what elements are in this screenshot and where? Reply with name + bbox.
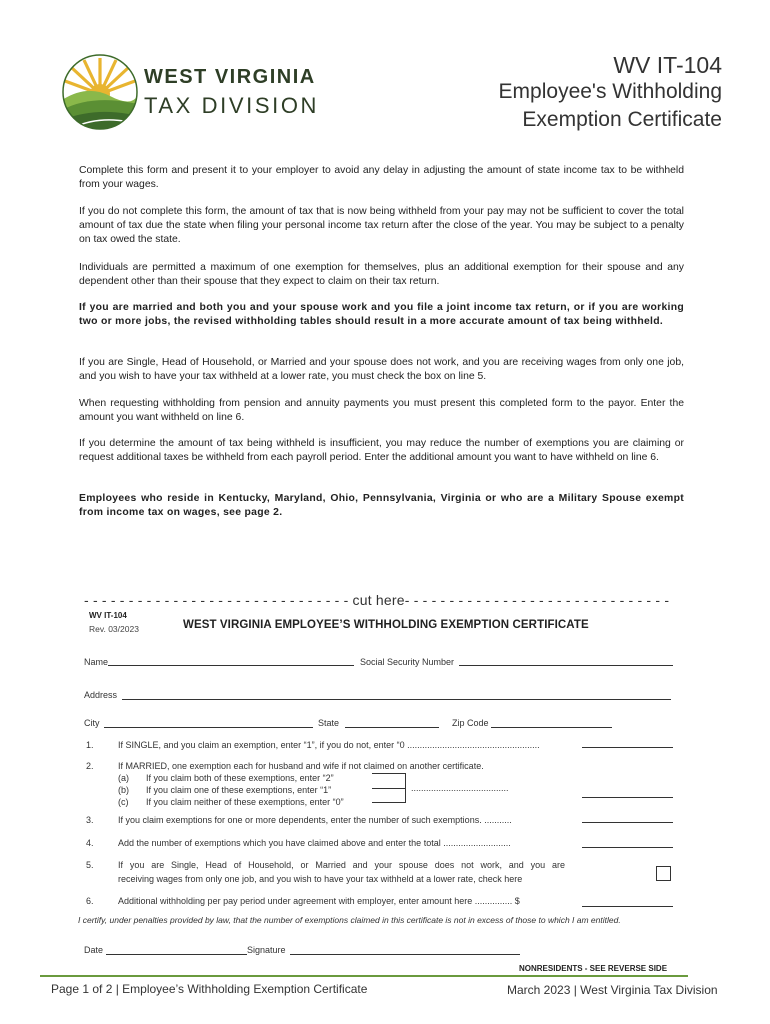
line-2c-text: If you claim neither of these exemptions, enter “0” xyxy=(146,797,344,807)
address-label: Address xyxy=(84,690,118,700)
line-2-leader: ....................................... xyxy=(411,783,509,793)
line-2-text: If MARRIED, one exemption each for husband and wife if not claimed on another certificate. xyxy=(118,761,484,771)
line-4-entry[interactable] xyxy=(582,847,673,848)
instruction-paragraph: Complete this form and present it to your employer to avoid any delay in adjusting the amount of state income tax to be withheld from your wages. xyxy=(79,165,684,190)
city-field[interactable] xyxy=(104,727,313,728)
sunrise-hills-icon xyxy=(62,54,138,130)
instruction-paragraph: If you are Single, Head of Household, or Married and your spouse does not work, and you are receiving wages from only one job, and you wish to have your tax withheld at a lower rate, you must check the box on line 5. xyxy=(79,357,684,382)
instruction-paragraph-bold: If you are married and both you and your spouse work and you file a joint income tax return, or if you are working two or more jobs, the revised withholding tables should result in a more accurate amount of tax being withheld. xyxy=(79,302,684,327)
footer-rule xyxy=(40,975,688,977)
line-5-text-1: If you are Single, Head of Household, or Married and your spouse does not work, and you are xyxy=(118,860,565,870)
line-4-text: Add the number of exemptions which you have claimed above and enter the total ........................... xyxy=(118,838,511,848)
nonresidents-note: NONRESIDENTS - SEE REVERSE SIDE xyxy=(519,964,668,973)
instruction-paragraph: When requesting withholding from pension and annuity payments you must present this completed form to the payor. Enter the amount you want withheld on line 6. xyxy=(79,398,684,423)
line-number: 3. xyxy=(86,815,94,825)
name-label: Name xyxy=(84,657,109,667)
line-3-text: If you claim exemptions for one or more dependents, enter the number of such exemptions. ........... xyxy=(118,815,512,825)
logo-text-state: WEST VIRGINIA xyxy=(144,66,316,88)
line-2a-text: If you claim both of these exemptions, enter “2” xyxy=(146,773,334,783)
footer-date-info: March 2023 | West Virginia Tax Division xyxy=(507,983,718,997)
instruction-paragraph-bold: Employees who reside in Kentucky, Maryland, Ohio, Pennsylvania, Virginia or who are a Military Spouse exempt from income tax on wages, see page 2. xyxy=(79,493,684,518)
line-1-text: If SINGLE, and you claim an exemption, enter “1”, if you do not, enter “0 ..................................................... xyxy=(118,740,540,750)
zip-field[interactable] xyxy=(491,727,612,728)
logo-text-division: TAX DIVISION xyxy=(144,93,320,118)
instruction-paragraph: If you determine the amount of tax being withheld is insufficient, you may reduce the number of exemptions you are claiming or request additional taxes be withheld from each payroll period. Enter the additional amount you want to have withheld on line 6. xyxy=(79,438,684,463)
name-field[interactable] xyxy=(108,665,354,666)
certificate-form-id: WV IT-104 xyxy=(89,611,127,620)
instruction-paragraph: Individuals are permitted a maximum of one exemption for themselves, plus an additional exemption for their spouse and any dependent other than their spouse that they expect to claim on their tax return. xyxy=(79,262,684,287)
signature-field[interactable] xyxy=(290,954,520,955)
line-number: 5. xyxy=(86,860,94,870)
line-2b-text: If you claim one of these exemptions, enter “1” xyxy=(146,785,332,795)
line-number: 6. xyxy=(86,896,94,906)
state-label: State xyxy=(318,718,340,728)
zip-label: Zip Code xyxy=(452,718,489,728)
form-id: WV IT-104 xyxy=(613,52,722,78)
tax-division-logo xyxy=(62,54,322,134)
address-field[interactable] xyxy=(122,699,671,700)
instruction-paragraph: If you do not complete this form, the amount of tax that is now being withheld from your pay may not be sufficient to cover the total amount of tax due the state when filing your personal income tax return after the close of the year. You may be subject to a penalty on tax owed the state. xyxy=(79,206,684,245)
line-2b-letter: (b) xyxy=(118,785,129,795)
certificate-revision: Rev. 03/2023 xyxy=(89,624,139,634)
footer-page-info: Page 1 of 2 | Employee’s Withholding Exemption Certificate xyxy=(51,982,368,996)
date-label: Date xyxy=(84,945,104,955)
certificate-title: WEST VIRGINIA EMPLOYEE’S WITHHOLDING EXEMPTION CERTIFICATE xyxy=(183,619,589,631)
signature-label: Signature xyxy=(247,945,286,955)
city-label: City xyxy=(84,718,100,728)
lower-rate-checkbox[interactable] xyxy=(656,866,671,881)
line-2c-letter: (c) xyxy=(118,797,129,807)
line-number: 1. xyxy=(86,740,94,750)
line-2-bracket-mid xyxy=(372,788,406,789)
line-6-text: Additional withholding per pay period under agreement with employer, enter amount here ............... $ xyxy=(118,896,520,906)
ssn-field[interactable] xyxy=(459,665,673,666)
ssn-label: Social Security Number xyxy=(360,657,455,667)
line-number: 4. xyxy=(86,838,94,848)
line-2-entry[interactable] xyxy=(582,797,673,798)
form-title-line1: Employee's Withholding xyxy=(498,80,722,103)
line-number: 2. xyxy=(86,761,94,771)
line-3-entry[interactable] xyxy=(582,822,673,823)
state-field[interactable] xyxy=(345,727,439,728)
line-6-entry[interactable] xyxy=(582,906,673,907)
line-5-text-2: receiving wages from only one job, and you wish to have your tax withheld at a lower rate, check here xyxy=(118,874,523,884)
line-2a-letter: (a) xyxy=(118,773,129,783)
line-1-entry[interactable] xyxy=(582,747,673,748)
form-title-line2: Exemption Certificate xyxy=(522,108,722,131)
date-field[interactable] xyxy=(106,954,247,955)
cut-line: - - - - - - - - - - - - - - - - - - - - - - - - - - - - - - cut here- - - - - - - - - - - - - - - - - - - - - - - - - - - - - - xyxy=(84,592,670,608)
certification-statement: I certify, under penalties provided by law, that the number of exemptions claimed in this certificate is not in excess of those to which I am entitled. xyxy=(78,915,621,925)
